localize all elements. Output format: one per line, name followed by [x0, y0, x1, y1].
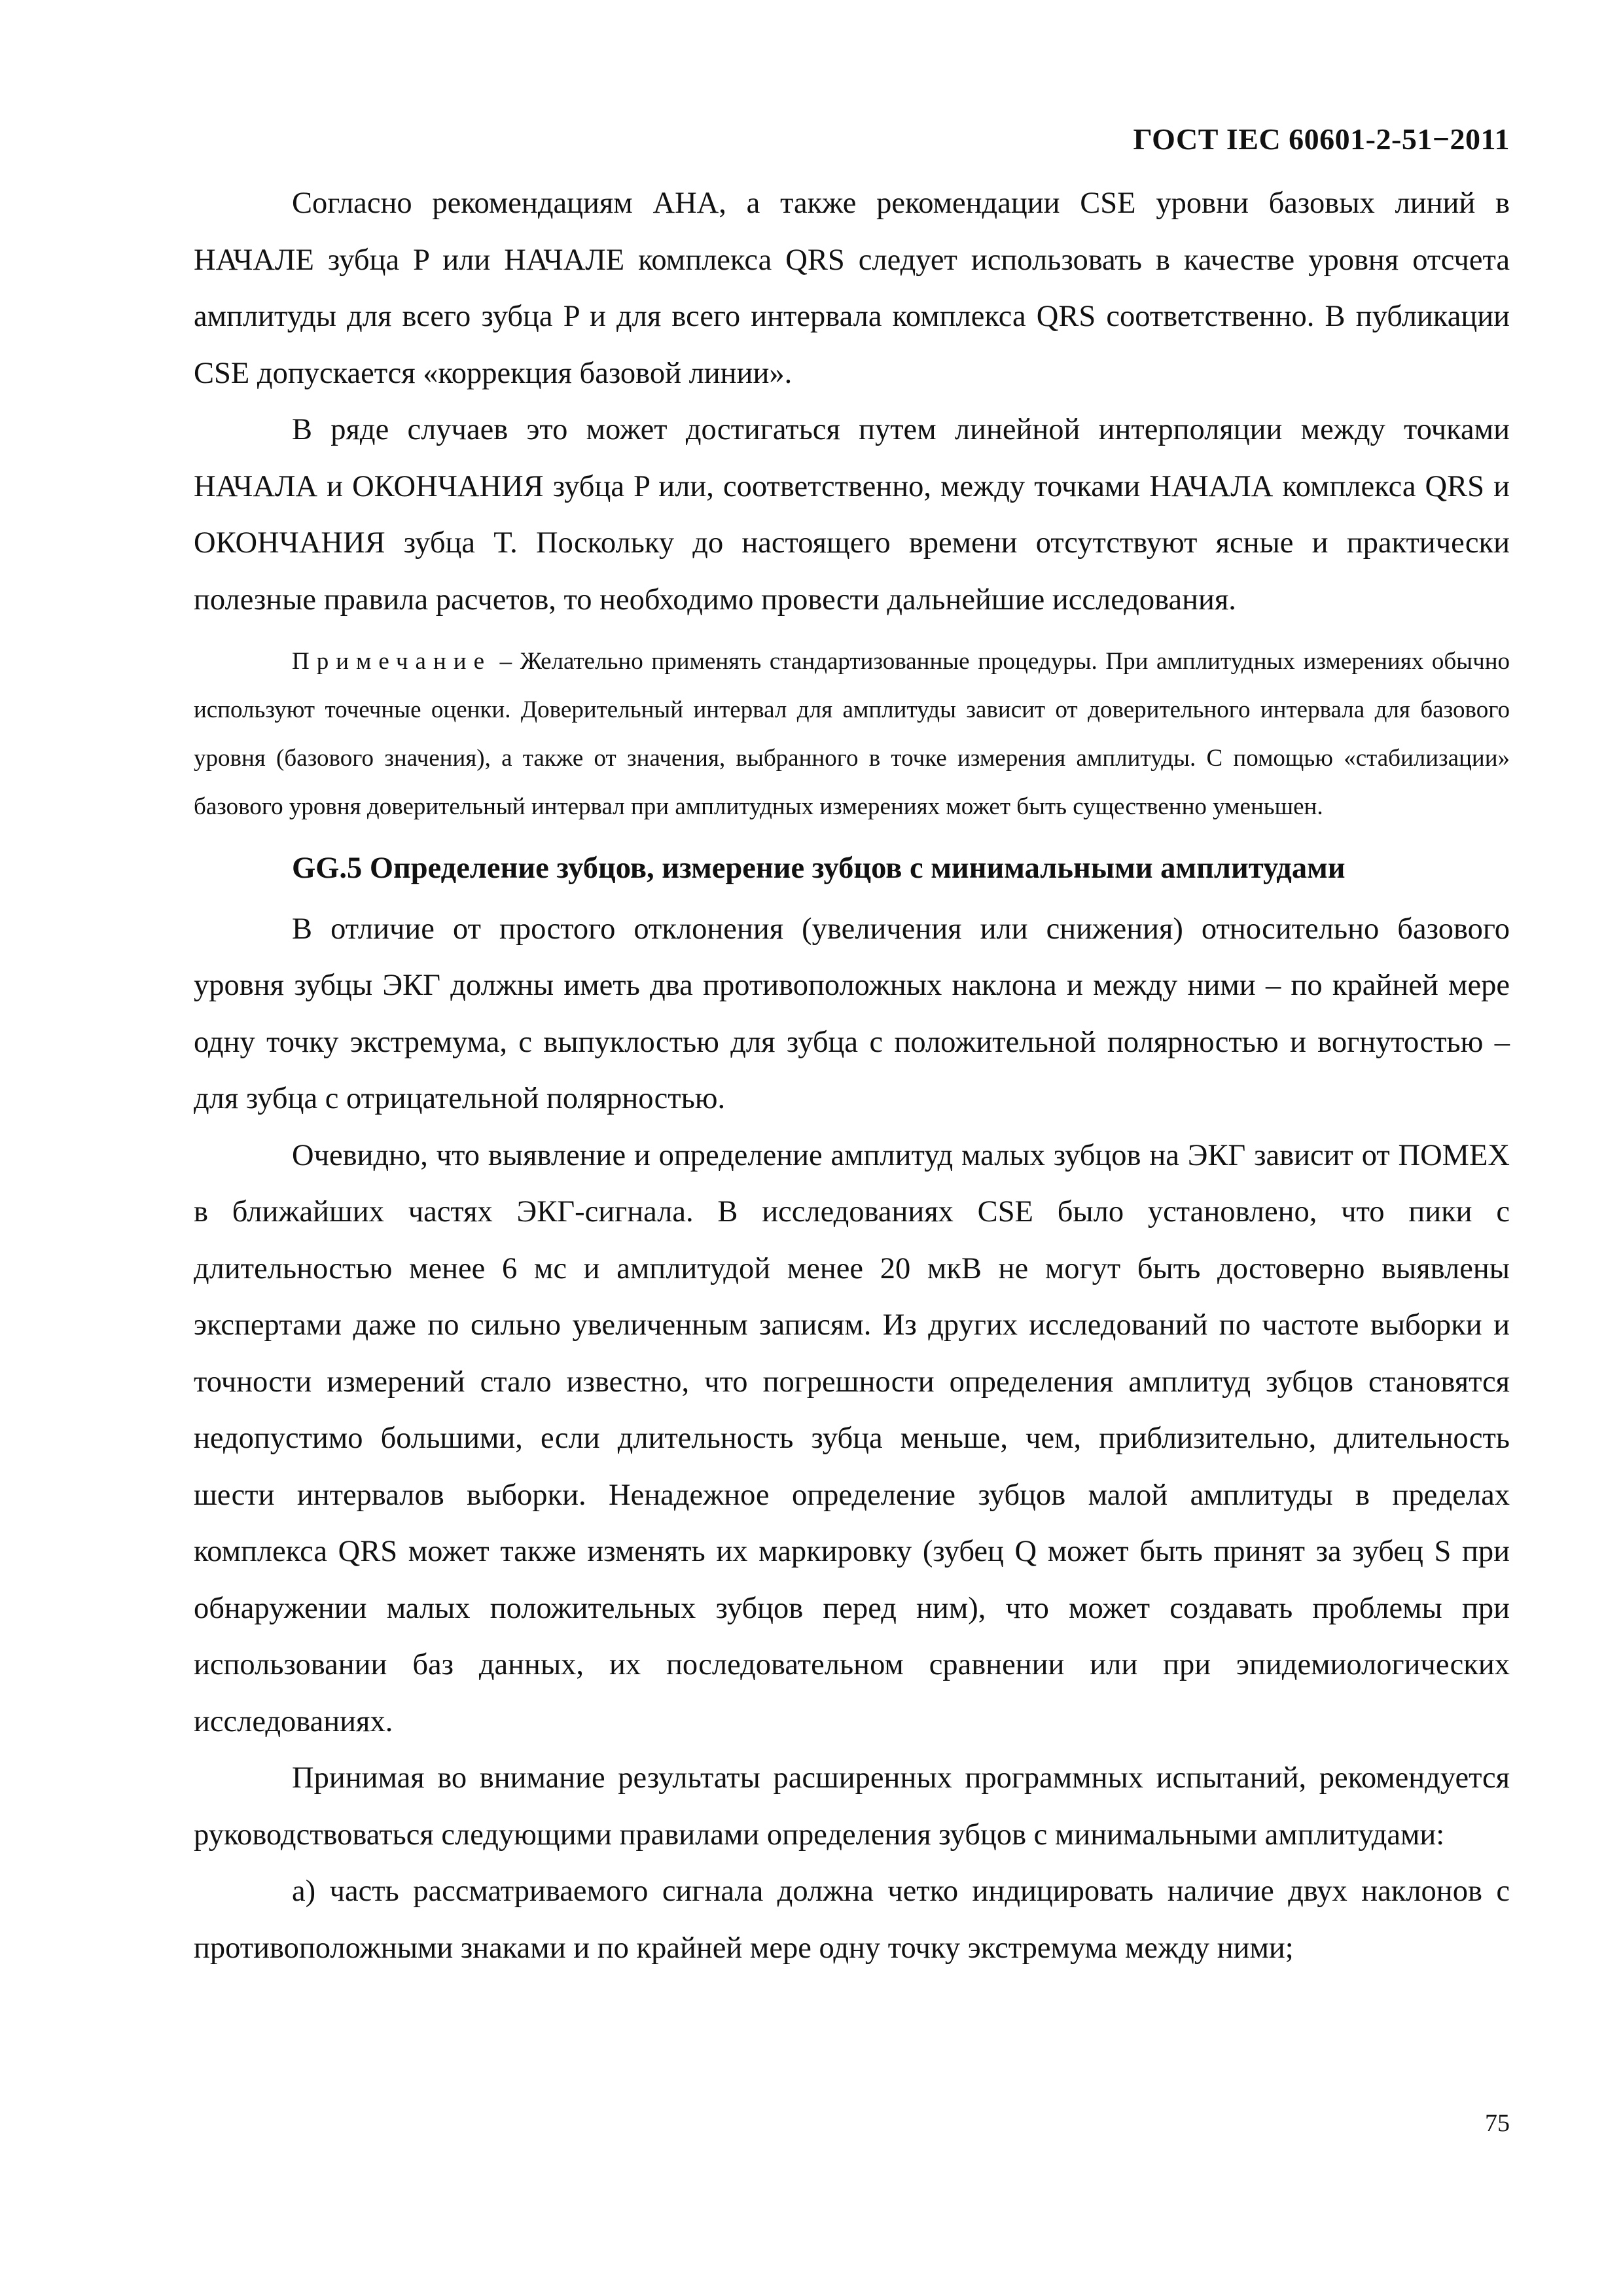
note-text: Желательно применять стандартизованные процедуры. При амплитудных измерениях обычно используют точечные оценки. Доверительный интервал для амплитуды зависит от доверительного интервала для базового уровня (базового значения), а также от значения, выбранного в точке измерения амплитуды. С помощью «стабилизации» базового уровня доверительный интервал при амплитудных измерениях может быть существенно уменьшен.	[194, 648, 1510, 820]
page-number: 75	[1485, 2109, 1510, 2137]
note-block	[194, 637, 1510, 831]
note-dash: –	[491, 648, 520, 675]
list-item-a: а) часть рассматриваемого сигнала должна четко индицировать наличие двух наклонов с противоположными знаками и по крайней мере одну точку экстремума между ними;	[194, 1874, 1510, 1965]
note-label: Примечание	[292, 648, 491, 675]
page-content	[194, 175, 1510, 1977]
paragraph-small-waves: Очевидно, что выявление и определение амплитуд малых зубцов на ЭКГ зависит от ПОМЕХ в ближайших частях ЭКГ-сигнала. В исследованиях CSE было установлено, что пики с длительностью менее 6 мс и амплитудой менее 20 мкВ не могут быть достоверно выявлены экспертами даже по сильно увеличенным записям. Из других исследований по частоте выборки и точности измерений стало известно, что погрешности определения амплитуд зубцов становятся недопустимо большими, если длительность зубца меньше, чем, приблизительно, длительность шести интервалов выборки. Ненадежное определение зубцов малой амплитуды в пределах комплекса QRS может также изменять их маркировку (зубец Q может быть принят за зубец S при обнаружении малых положительных зубцов перед ним), что может создавать проблемы при использовании баз данных, их последовательном сравнении или при эпидемиологических исследованиях.	[194, 1138, 1510, 1738]
paragraph-baseline-levels: Согласно рекомендациям AHA, а также рекомендации CSE уровни базовых линий в НАЧАЛЕ зубца P или НАЧАЛЕ комплекса QRS следует использовать в качестве уровня отсчета амплитуды для всего зубца P и для всего интервала комплекса QRS соответственно. В публикации CSE допускается «коррекция базовой линии».	[194, 187, 1510, 390]
paragraph-interpolation: В ряде случаев это может достигаться путем линейной интерполяции между точками НАЧАЛА и ОКОНЧАНИЯ зубца P или, соответственно, между точками НАЧАЛА комплекса QRS и ОКОНЧАНИЯ зубца T. Поскольку до настоящего времени отсутствуют ясные и практически полезные правила расчетов, то необходимо провести дальнейшие исследования.	[194, 413, 1510, 617]
paragraph-recommendations: Принимая во внимание результаты расширенных программных испытаний, рекомендуется руководствоваться следующими правилами определения зубцов с минимальными амплитудами:	[194, 1761, 1510, 1852]
section-title-gg5: GG.5 Определение зубцов, измерение зубцов с минимальными амплитудами	[292, 852, 1346, 885]
document-code-header: ГОСТ IEC 60601-2-51−2011	[1133, 122, 1510, 156]
paragraph-wave-definition: В отличие от простого отклонения (увеличения или снижения) относительно базового уровня зубцы ЭКГ должны иметь два противоположных наклона и между ними – по крайней мере одну точку экстремума, с выпуклостью для зубца с положительной полярностью и вогнутостью – для зубца с отрицательной полярностью.	[194, 912, 1510, 1115]
